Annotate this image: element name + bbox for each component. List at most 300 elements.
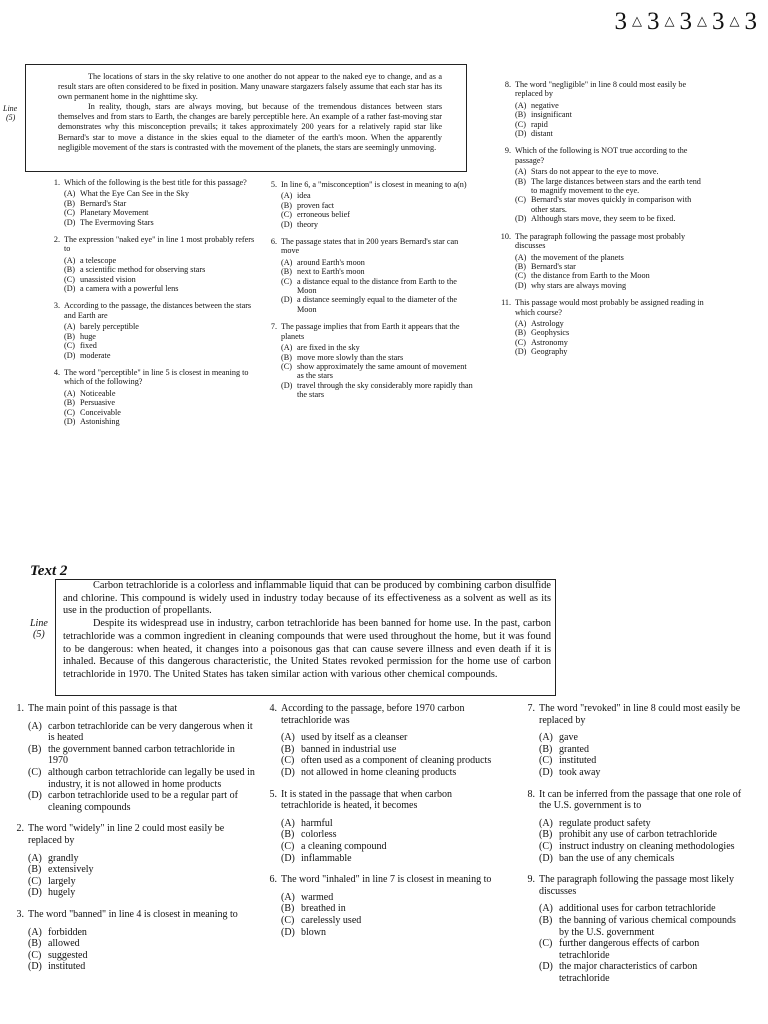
option-letter: (C) [281,361,292,371]
answer-option [281,258,474,267]
question-stem: Which of the following is the best title for this passage? [64,178,247,187]
question-number: 9. [527,874,535,886]
answer-option [281,767,503,779]
option-text: huge [80,331,96,341]
question-number: 1. [16,703,24,714]
option-letter: (C) [64,407,75,417]
option-text: rapid [531,119,548,129]
answer-option [28,744,255,767]
answer-option [539,841,743,853]
option-letter: (B) [64,331,75,341]
answer-option [515,271,708,280]
option-letter: (C) [281,755,295,767]
option-letter: (D) [539,852,553,864]
option-text: are fixed in the sky [297,343,360,353]
answer-option [281,201,474,210]
option-letter: (A) [28,852,42,864]
option-letter: (A) [28,926,42,938]
option-text: a scientific method for observing stars [80,265,206,275]
option-letter: (B) [539,829,553,841]
answer-option [515,214,708,223]
question-number: 6. [270,237,277,247]
option-text: extensively [48,864,94,876]
option-text: carelessly used [301,914,362,926]
question-number: 10. [500,231,511,241]
questions-2-col2 [263,703,503,948]
option-letter: (D) [515,129,527,139]
option-letter: (A) [28,720,42,732]
line-number: (5) [33,629,45,640]
header-mark: 3 [712,8,726,35]
question [45,368,257,434]
option-letter: (B) [281,267,292,277]
option-text: theory [297,219,318,229]
option-letter: (D) [28,887,42,899]
answer-option [28,927,255,939]
option-letter: (A) [281,257,293,267]
option-letter: (C) [28,875,42,887]
option-letter: (A) [515,167,527,177]
option-letter: (D) [64,217,76,227]
option-text: Persuasive [80,398,116,408]
answer-option [28,961,255,973]
option-text: often used as a component of cleaning products [301,755,492,767]
option-letter: (B) [281,352,292,362]
option-text: grandly [48,852,79,864]
option-text: Geography [531,347,568,357]
question-stem: The passage implies that from Earth it appears that the planets [281,322,460,341]
line-word: Line [3,104,18,113]
option-text: around Earth's moon [297,257,365,267]
option-letter: (B) [281,829,295,841]
passage-1-paragraph: In reality, though, stars are always moving, but because of the tremendous distances between stars themselves and from stars to Earth, the changes are barely perceptible here. An example of a rather fast-moving star demonstrates why this misconception prevails; it takes approximately 200 years for a relatively rapid star like Bernard's star to move a distance in the skies equal to the diameter of the earth's moon. When the apparently negligible movement of the stars is contrasted with the movement of the planets, the stars are seemingly unmoving. [58,102,442,152]
question [10,703,255,823]
option-text: the banning of various chemical compounds by the U.S. government [559,914,736,938]
question-number: 4. [53,367,60,377]
option-text: ban the use of any chemicals [559,852,675,864]
answer-option [539,829,743,841]
answer-option [281,362,474,381]
answer-option [64,284,257,293]
question [10,823,255,909]
answer-option [281,343,474,352]
questions-1-col1 [45,178,257,434]
option-text: distant [531,129,553,139]
questions-2-col3 [521,703,743,994]
passage-2-paragraph: Despite its widespread use in industry, carbon tetrachloride has been banned for home use. In the past, carbon tetrachloride was a common ingredient in cleaning compounds that were used throughout the home, but it was found to be dangerous: when heated, it changes into a poisonous gas that can cause severe illness and even death if it is inhaled. Because of this dangerous characteristic, the United States revoked permission for the home use of carbon tetrachloride in 1970. The United States has taken similar action with various other chemical compounds. [63,618,551,680]
answer-option [515,101,708,110]
option-letter: (C) [281,210,292,220]
answer-option [281,267,474,276]
option-letter: (A) [539,732,553,744]
triangle-icon: △ [697,13,708,28]
option-text: insignificant [531,110,572,120]
option-letter: (A) [281,891,295,903]
question-number: 2. [16,823,24,835]
answer-option [281,381,474,400]
question-stem: It can be inferred from the passage that one role of the U.S. government is to [539,788,742,812]
option-text: further dangerous effects of carbon tetrachloride [559,938,700,961]
question-number: 3. [53,301,60,311]
answer-option [28,864,255,876]
option-letter: (A) [281,343,293,353]
line-number: (5) [6,113,16,122]
questions-2-col1 [10,703,255,983]
option-letter: (B) [28,864,42,876]
section-header [615,8,759,36]
option-text: the distance from Earth to the Moon [531,271,650,281]
question-number: 5. [269,788,277,800]
answer-option [28,853,255,865]
option-text: prohibit any use of carbon tetrachloride [559,829,717,841]
option-text: banned in industrial use [301,743,397,755]
option-text: Conceivable [80,407,121,417]
option-text: negative [531,100,559,110]
answer-option [28,721,255,744]
answer-option [28,767,255,790]
option-letter: (C) [515,337,526,347]
option-letter: (B) [539,743,553,755]
option-text: Astonishing [80,416,120,426]
option-letter: (A) [515,252,527,262]
option-letter: (B) [281,200,292,210]
question-stem: The paragraph following the passage most likely discusses [539,874,734,897]
answer-option [515,120,708,129]
option-text: Astrology [531,318,564,328]
header-mark: 3 [744,8,758,35]
option-letter: (B) [515,176,526,186]
header-mark: 3 [614,8,628,35]
question [521,874,743,994]
option-text: The large distances between stars and the earth tend to magnify movement to the eye. [531,176,701,196]
passage-2-box [55,579,556,696]
option-letter: (A) [64,189,76,199]
answer-option [64,341,257,350]
option-text: carbon tetrachloride used to be a regular part of cleaning compounds [48,790,238,813]
option-letter: (D) [539,961,553,973]
option-letter: (C) [281,276,292,286]
triangle-icon: △ [664,13,676,28]
answer-option [281,210,474,219]
answer-option [64,408,257,417]
answer-option [281,220,474,229]
option-letter: (B) [281,743,295,755]
question-stem: The word "perceptible" in line 5 is closest in meaning to which of the following? [64,367,249,387]
question [45,301,257,367]
option-text: colorless [301,829,337,841]
question [496,80,708,146]
answer-option [28,887,255,899]
option-text: regulate product safety [559,817,651,829]
question-stem: According to the passage, before 1970 carbon tetrachloride was [281,703,465,726]
answer-option [28,938,255,950]
option-text: The Evermoving Stars [80,217,154,227]
option-text: travel through the sky considerably more rapidly than the stars [297,380,473,400]
answer-option [281,277,474,296]
answer-option [64,351,257,360]
answer-option [539,961,743,984]
option-letter: (D) [64,416,76,426]
question-number: 9. [504,146,511,156]
question-stem: The passage states that in 200 years Bernard's star can move [281,237,459,256]
option-letter: (B) [64,265,75,275]
option-letter: (D) [28,961,42,973]
answer-option [64,275,257,284]
answer-option [281,295,474,314]
option-letter: (C) [539,840,553,852]
question [496,298,708,364]
question-stem: This passage would most probably be assigned reading in which course? [515,298,704,317]
option-text: What the Eye Can See in the Sky [80,189,189,199]
question-number: 8. [527,788,535,800]
option-text: suggested [48,949,88,961]
answer-option [64,189,257,198]
passage-2-paragraph: Carbon tetrachloride is a colorless and inflammable liquid that can be produced by combining carbon disulfide and chlorine. This compound is widely used in industry today because of its effectiveness as a solvent as well as its use in the production of propellants. [63,580,551,617]
answer-option [539,903,743,915]
question [263,874,503,948]
question-number: 3. [16,908,24,920]
answer-option [64,398,257,407]
answer-option [281,755,503,767]
question-number: 1. [53,178,60,187]
option-letter: (D) [515,347,527,357]
answer-option [515,110,708,119]
answer-option [515,195,708,214]
answer-option [539,938,743,961]
answer-option [281,915,503,927]
option-letter: (C) [515,195,526,205]
question [45,235,257,301]
option-text: gave [559,732,578,744]
option-text: Stars do not appear to the eye to move. [531,167,659,177]
option-letter: (B) [515,110,526,120]
option-text: inflammable [301,852,352,864]
option-text: hugely [48,887,76,899]
answer-option [28,790,255,813]
question-number: 5. [270,180,277,189]
question [521,789,743,875]
option-letter: (C) [28,766,42,778]
option-letter: (B) [281,903,295,915]
option-letter: (C) [515,119,526,129]
option-text: forbidden [48,926,87,938]
option-text: barely perceptible [80,322,139,332]
question [262,237,474,322]
option-text: blown [301,926,326,938]
question-stem: The paragraph following the passage most probably discusses [515,231,686,251]
line-label [3,104,17,122]
option-letter: (A) [515,100,527,110]
option-text: additional uses for carbon tetrachloride [559,903,716,915]
option-text: the movement of the planets [531,252,624,262]
answer-option [64,389,257,398]
question [496,146,708,231]
answer-option [515,262,708,271]
question [496,232,708,298]
option-letter: (A) [539,817,553,829]
triangle-icon: △ [729,13,741,28]
question-stem: The word "widely" in line 2 could most easily be replaced by [28,823,225,846]
option-text: Noticeable [80,388,116,398]
answer-option [281,853,503,865]
header-mark: 3 [647,8,661,35]
option-letter: (A) [64,322,76,332]
option-text: granted [559,743,589,755]
option-text: moderate [80,350,111,360]
option-text: although carbon tetrachloride can legally be used in industry, it is not allowed in home products [48,766,255,790]
questions-1-col3 [496,80,708,365]
option-letter: (D) [281,380,293,390]
answer-option [64,218,257,227]
option-letter: (D) [281,295,293,305]
question [10,909,255,983]
answer-option [515,167,708,176]
option-letter: (D) [64,350,76,360]
question-stem: Which of the following is NOT true according to the passage? [515,146,688,165]
answer-option [539,744,743,756]
option-text: unassisted vision [80,274,136,284]
option-text: not allowed in home cleaning products [301,766,457,778]
option-letter: (A) [281,817,295,829]
option-letter: (C) [539,755,553,767]
answer-option [539,732,743,744]
option-letter: (D) [28,790,42,802]
option-text: used by itself as a cleanser [301,732,408,744]
option-letter: (B) [28,938,42,950]
answer-option [64,265,257,274]
question-number: 2. [53,235,60,245]
option-letter: (A) [281,732,295,744]
option-letter: (C) [28,949,42,961]
option-text: warmed [301,891,334,903]
option-text: a distance equal to the distance from Earth to the Moon [297,276,457,296]
option-letter: (B) [539,914,553,926]
answer-option [539,853,743,865]
question-number: 4. [269,703,277,714]
answer-option [515,347,708,356]
option-text: instituted [48,961,86,973]
option-text: largely [48,875,76,887]
option-letter: (C) [539,938,553,950]
option-text: took away [559,766,601,778]
option-text: Although stars move, they seem to be fixed. [531,214,676,224]
question-stem: The expression "naked eye" in line 1 most probably refers to [64,235,255,254]
option-text: fixed [80,341,97,351]
option-letter: (C) [64,208,75,218]
option-letter: (D) [281,852,295,864]
question [45,178,257,235]
question [263,789,503,875]
triangle-icon: △ [632,13,643,28]
answer-option [539,755,743,767]
answer-option [281,732,503,744]
option-letter: (B) [515,261,526,271]
answer-option [539,915,743,938]
question-stem: In line 6, a "misconception" is closest in meaning to a(n) [281,180,467,189]
option-text: idea [297,191,311,201]
question-number: 11. [501,298,511,308]
option-text: a cleaning compound [301,840,387,852]
answer-option [281,744,503,756]
question-number: 6. [269,874,277,886]
question-stem: The word "inhaled" in line 7 is closest in meaning to [281,874,492,886]
question-stem: The word "revoked" in line 8 could most easily be replaced by [539,703,741,726]
option-text: erroneous belief [297,210,350,220]
question [262,322,474,407]
answer-option [281,927,503,939]
answer-option [281,841,503,853]
text-2-title: Text 2 [30,563,68,579]
option-text: Bernard's star moves quickly in comparison with other stars. [531,195,692,214]
question-stem: The main point of this passage is that [28,703,178,714]
option-letter: (C) [281,914,295,926]
question-stem: According to the passage, the distances between the stars and Earth are [64,301,252,320]
answer-option [64,417,257,426]
answer-option [515,253,708,262]
option-letter: (A) [64,388,76,398]
option-letter: (B) [28,743,42,755]
option-text: Bernard's Star [80,198,127,208]
question [262,180,474,237]
answer-option [515,319,708,328]
option-text: Geophysics [531,328,570,338]
answer-option [64,208,257,217]
option-text: next to Earth's moon [297,267,365,277]
option-text: Astronomy [531,337,568,347]
option-text: a distance seemingly equal to the diameter of the Moon [297,295,458,314]
line-label [30,618,48,640]
answer-option [515,281,708,290]
option-text: Bernard's star [531,261,576,271]
option-letter: (D) [64,284,76,294]
option-text: the major characteristics of carbon tetrachloride [559,961,698,984]
option-text: a telescope [80,255,117,265]
answer-option [64,256,257,265]
answer-option [281,892,503,904]
option-text: move more slowly than the stars [297,352,404,362]
line-word: Line [30,618,48,629]
question-number: 8. [504,80,511,89]
option-letter: (B) [515,328,526,338]
option-letter: (A) [515,318,527,328]
option-text: why stars are always moving [531,280,627,290]
option-letter: (B) [64,398,75,408]
questions-1-col2 [262,180,474,408]
option-letter: (C) [64,341,75,351]
answer-option [515,129,708,138]
passage-1-box [25,64,467,172]
option-letter: (D) [281,926,295,938]
option-text: breathed in [301,903,346,915]
option-letter: (A) [281,191,293,201]
answer-option [64,332,257,341]
option-letter: (D) [515,280,527,290]
question-number: 7. [527,703,535,714]
question [521,703,743,789]
option-letter: (B) [64,198,75,208]
option-letter: (A) [64,255,76,265]
answer-option [281,829,503,841]
option-letter: (D) [281,219,293,229]
answer-option [281,353,474,362]
answer-option [28,950,255,962]
answer-option [515,338,708,347]
option-letter: (D) [539,766,553,778]
option-letter: (D) [281,766,295,778]
header-mark: 3 [679,8,693,35]
option-letter: (C) [515,271,526,281]
question-stem: The word "banned" in line 4 is closest in meaning to [28,908,238,920]
